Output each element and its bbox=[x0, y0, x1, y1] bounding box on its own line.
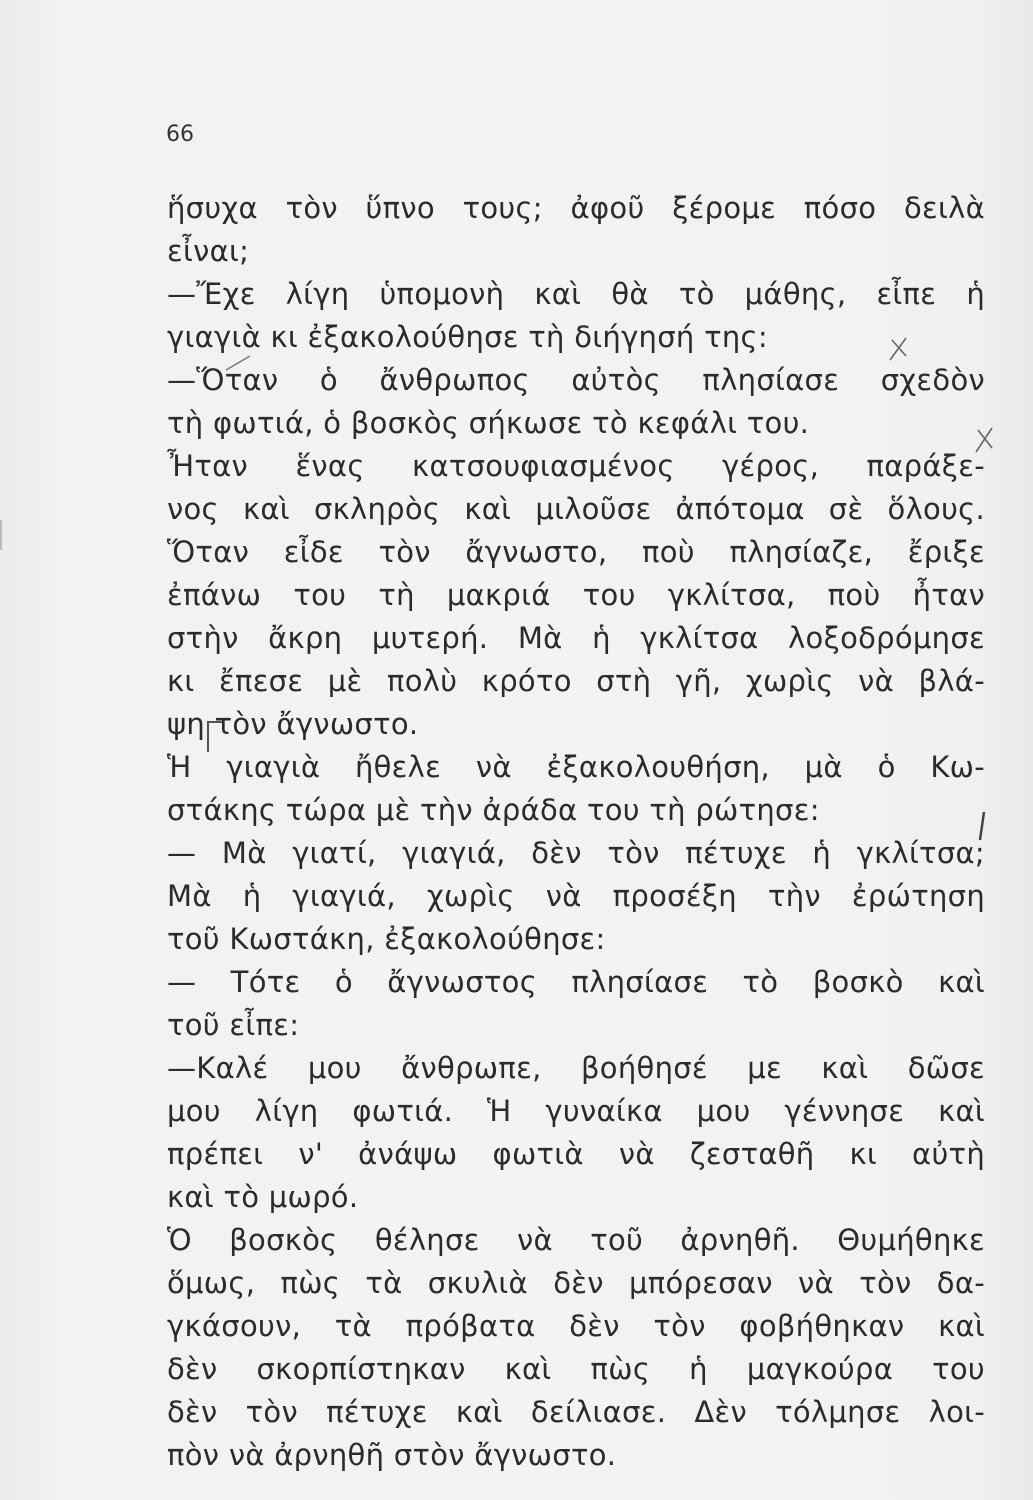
text-line: —Καλέ μου ἄνθρωπε, βοήθησέ με καὶ δῶσε bbox=[167, 1051, 985, 1085]
text-line: Ἦταν ἕνας κατσουφιασμένος γέρος, παράξε- bbox=[167, 449, 985, 483]
text-line: τοῦ Κωστάκη, ἐξακολούθησε: bbox=[167, 922, 606, 956]
text-line: τὴ φωτιά, ὁ βοσκὸς σήκωσε τὸ κεφάλι του. bbox=[167, 406, 810, 440]
text-line: γιαγιὰ κι ἐξακολούθησε τὴ διήγησή της: bbox=[167, 320, 768, 354]
text-line: ἐπάνω του τὴ μακριά του γκλίτσα, ποὺ ἦταν bbox=[167, 578, 985, 612]
text-line: Ὅταν εἶδε τὸν ἄγνωστο, ποὺ πλησίαζε, ἔριξε bbox=[167, 535, 985, 569]
text-line: Ἡ γιαγιὰ ἤθελε νὰ ἐξακολουθήση, μὰ ὁ Κω- bbox=[167, 750, 985, 784]
text-line: τοῦ εἶπε: bbox=[167, 1008, 300, 1042]
text-line: Ὁ βοσκὸς θέλησε νὰ τοῦ ἀρνηθῆ. Θυμήθηκε bbox=[167, 1223, 985, 1257]
text-line: δὲν τὸν πέτυχε καὶ δείλιασε. Δὲν τόλμησε λοι- bbox=[167, 1395, 985, 1429]
text-line: πὸν νὰ ἀρνηθῆ στὸν ἄγνωστο. bbox=[167, 1438, 617, 1472]
text-line: —Ἔχε λίγη ὑπομονὴ καὶ θὰ τὸ μάθης, εἶπε ἡ bbox=[167, 277, 985, 311]
text-line: —Ὅταν ὁ ἄνθρωπος αὐτὸς πλησίασε σχεδὸν bbox=[167, 363, 985, 397]
text-line: ἥσυχα τὸν ὕπνο τους; ἀφοῦ ξέρομε πόσο δειλὰ bbox=[167, 191, 985, 225]
text-line: — Τότε ὁ ἄγνωστος πλησίασε τὸ βοσκὸ καὶ bbox=[167, 965, 985, 999]
scan-margin-mark bbox=[0, 520, 2, 550]
text-line: στὴν ἄκρη μυτερή. Μὰ ἡ γκλίτσα λοξοδρόμησε bbox=[167, 621, 985, 655]
text-line: ψη τὸν ἄγνωστο. bbox=[167, 707, 419, 741]
text-line: νος καὶ σκληρὸς καὶ μιλοῦσε ἀπότομα σὲ ὅλους. bbox=[167, 492, 985, 526]
pencil-cross-mark bbox=[890, 338, 906, 360]
text-line: ὅμως, πὼς τὰ σκυλιὰ δὲν μπόρεσαν νὰ τὸν δα- bbox=[167, 1266, 985, 1300]
text-line: γκάσουν, τὰ πρόβατα δὲν τὸν φοβήθηκαν καὶ bbox=[167, 1309, 985, 1343]
text-line: καὶ τὸ μωρό. bbox=[167, 1180, 359, 1214]
text-line: δὲν σκορπίστηκαν καὶ πὼς ἡ μαγκούρα του bbox=[167, 1352, 985, 1386]
text-line: κι ἔπεσε μὲ πολὺ κρότο στὴ γῆ, χωρὶς νὰ βλά- bbox=[167, 664, 985, 698]
text-line: μου λίγη φωτιά. Ἡ γυναίκα μου γέννησε καὶ bbox=[167, 1094, 985, 1128]
text-line: πρέπει ν' ἀνάψω φωτιὰ νὰ ζεσταθῆ κι αὐτὴ bbox=[167, 1137, 985, 1171]
text-line: εἶναι; bbox=[167, 234, 250, 268]
page-number: 66 bbox=[166, 122, 194, 147]
text-line: Μὰ ἡ γιαγιά, χωρὶς νὰ προσέξη τὴν ἐρώτηση bbox=[167, 879, 985, 913]
text-line: — Μὰ γιατί, γιαγιά, δὲν τὸν πέτυχε ἡ γκλίτσα; bbox=[167, 836, 985, 870]
text-line: στάκης τώρα μὲ τὴν ἀράδα του τὴ ρώτησε: bbox=[167, 793, 820, 827]
